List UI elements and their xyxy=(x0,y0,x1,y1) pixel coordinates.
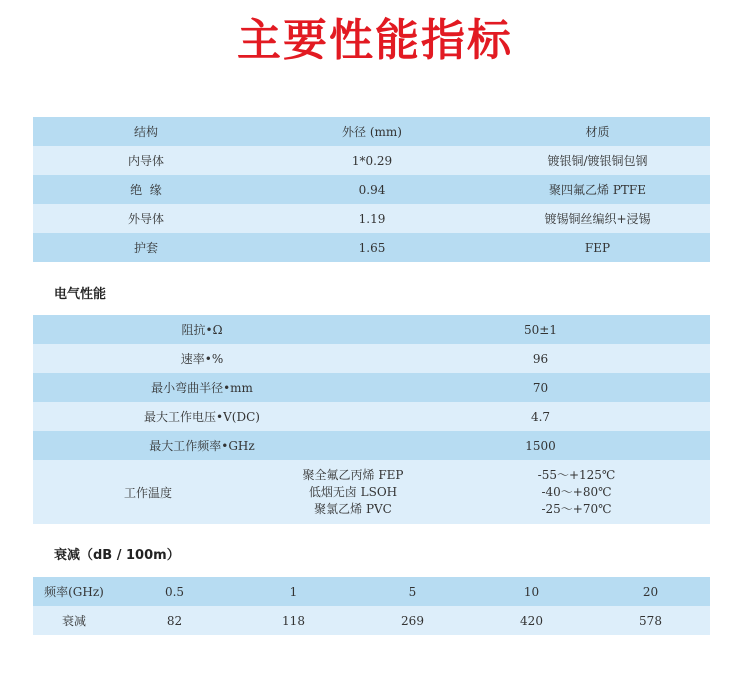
table-cell: 20 xyxy=(591,577,710,606)
temperature-material: 聚氯乙烯 PVC xyxy=(314,501,392,516)
attenuation-section-label: 衰减（dB / 100m） xyxy=(54,548,180,563)
table-cell: 镀锡铜丝编织+浸锡 xyxy=(485,204,710,233)
table-row xyxy=(33,233,710,262)
table-cell: 5 xyxy=(353,577,472,606)
table-cell: 频率(GHz) xyxy=(33,577,115,606)
temperature-material: 低烟无卤 LSOH xyxy=(308,484,398,499)
temperature-material: 聚全氟乙丙烯 FEP xyxy=(302,467,404,482)
structure-header-cell: 外径 (mm) xyxy=(259,117,485,146)
temperature-label: 工作温度 xyxy=(33,460,263,524)
attenuation-value-row xyxy=(33,606,710,635)
table-cell: 0.5 xyxy=(115,577,234,606)
electrical-table xyxy=(33,315,710,460)
temperature-row xyxy=(33,460,710,524)
temperature-table xyxy=(33,460,710,524)
table-cell: 82 xyxy=(115,606,234,635)
table-cell: 4.7 xyxy=(371,402,710,431)
table-cell: 1 xyxy=(234,577,353,606)
table-cell: 50±1 xyxy=(371,315,710,344)
structure-table xyxy=(33,117,710,262)
table-cell: 578 xyxy=(591,606,710,635)
structure-header-cell: 结构 xyxy=(33,117,259,146)
table-cell: 护套 xyxy=(33,233,259,262)
structure-header-cell: 材质 xyxy=(485,117,710,146)
table-cell: 118 xyxy=(234,606,353,635)
table-cell: 阻抗•Ω xyxy=(33,315,371,344)
table-cell: 衰减 xyxy=(33,606,115,635)
table-cell: 1.65 xyxy=(259,233,485,262)
table-cell: 269 xyxy=(353,606,472,635)
temperature-materials xyxy=(263,460,443,524)
table-cell: 最大工作频率•GHz xyxy=(33,431,371,460)
table-cell: 10 xyxy=(472,577,591,606)
table-cell: 1.19 xyxy=(259,204,485,233)
table-cell: 420 xyxy=(472,606,591,635)
table-row xyxy=(33,175,710,204)
attenuation-table xyxy=(33,577,710,635)
structure-header-row xyxy=(33,117,710,146)
temperature-ranges xyxy=(443,460,710,524)
table-row xyxy=(33,315,710,344)
table-cell: 最大工作电压•V(DC) xyxy=(33,402,371,431)
table-cell: 镀银铜/镀银铜包钢 xyxy=(485,146,710,175)
table-cell: FEP xyxy=(485,233,710,262)
table-cell: 绝 缘 xyxy=(33,175,259,204)
table-cell: 速率•% xyxy=(33,344,371,373)
table-cell: 外导体 xyxy=(33,204,259,233)
temperature-range: -40～+80℃ xyxy=(541,484,612,499)
table-cell: 96 xyxy=(371,344,710,373)
table-row xyxy=(33,204,710,233)
temperature-range: -25～+70℃ xyxy=(541,501,612,516)
table-cell: 1500 xyxy=(371,431,710,460)
temperature-range: -55～+125℃ xyxy=(537,467,616,482)
table-cell: 1*0.29 xyxy=(259,146,485,175)
table-cell: 聚四氟乙烯 PTFE xyxy=(485,175,710,204)
electrical-section-label: 电气性能 xyxy=(54,287,107,302)
table-cell: 最小弯曲半径•mm xyxy=(33,373,371,402)
table-cell: 内导体 xyxy=(33,146,259,175)
page-title: 主要性能指标 xyxy=(237,15,513,66)
table-row xyxy=(33,373,710,402)
table-row xyxy=(33,431,710,460)
table-row xyxy=(33,344,710,373)
table-row xyxy=(33,402,710,431)
table-cell: 0.94 xyxy=(259,175,485,204)
attenuation-freq-row xyxy=(33,577,710,606)
table-row xyxy=(33,146,710,175)
table-cell: 70 xyxy=(371,373,710,402)
